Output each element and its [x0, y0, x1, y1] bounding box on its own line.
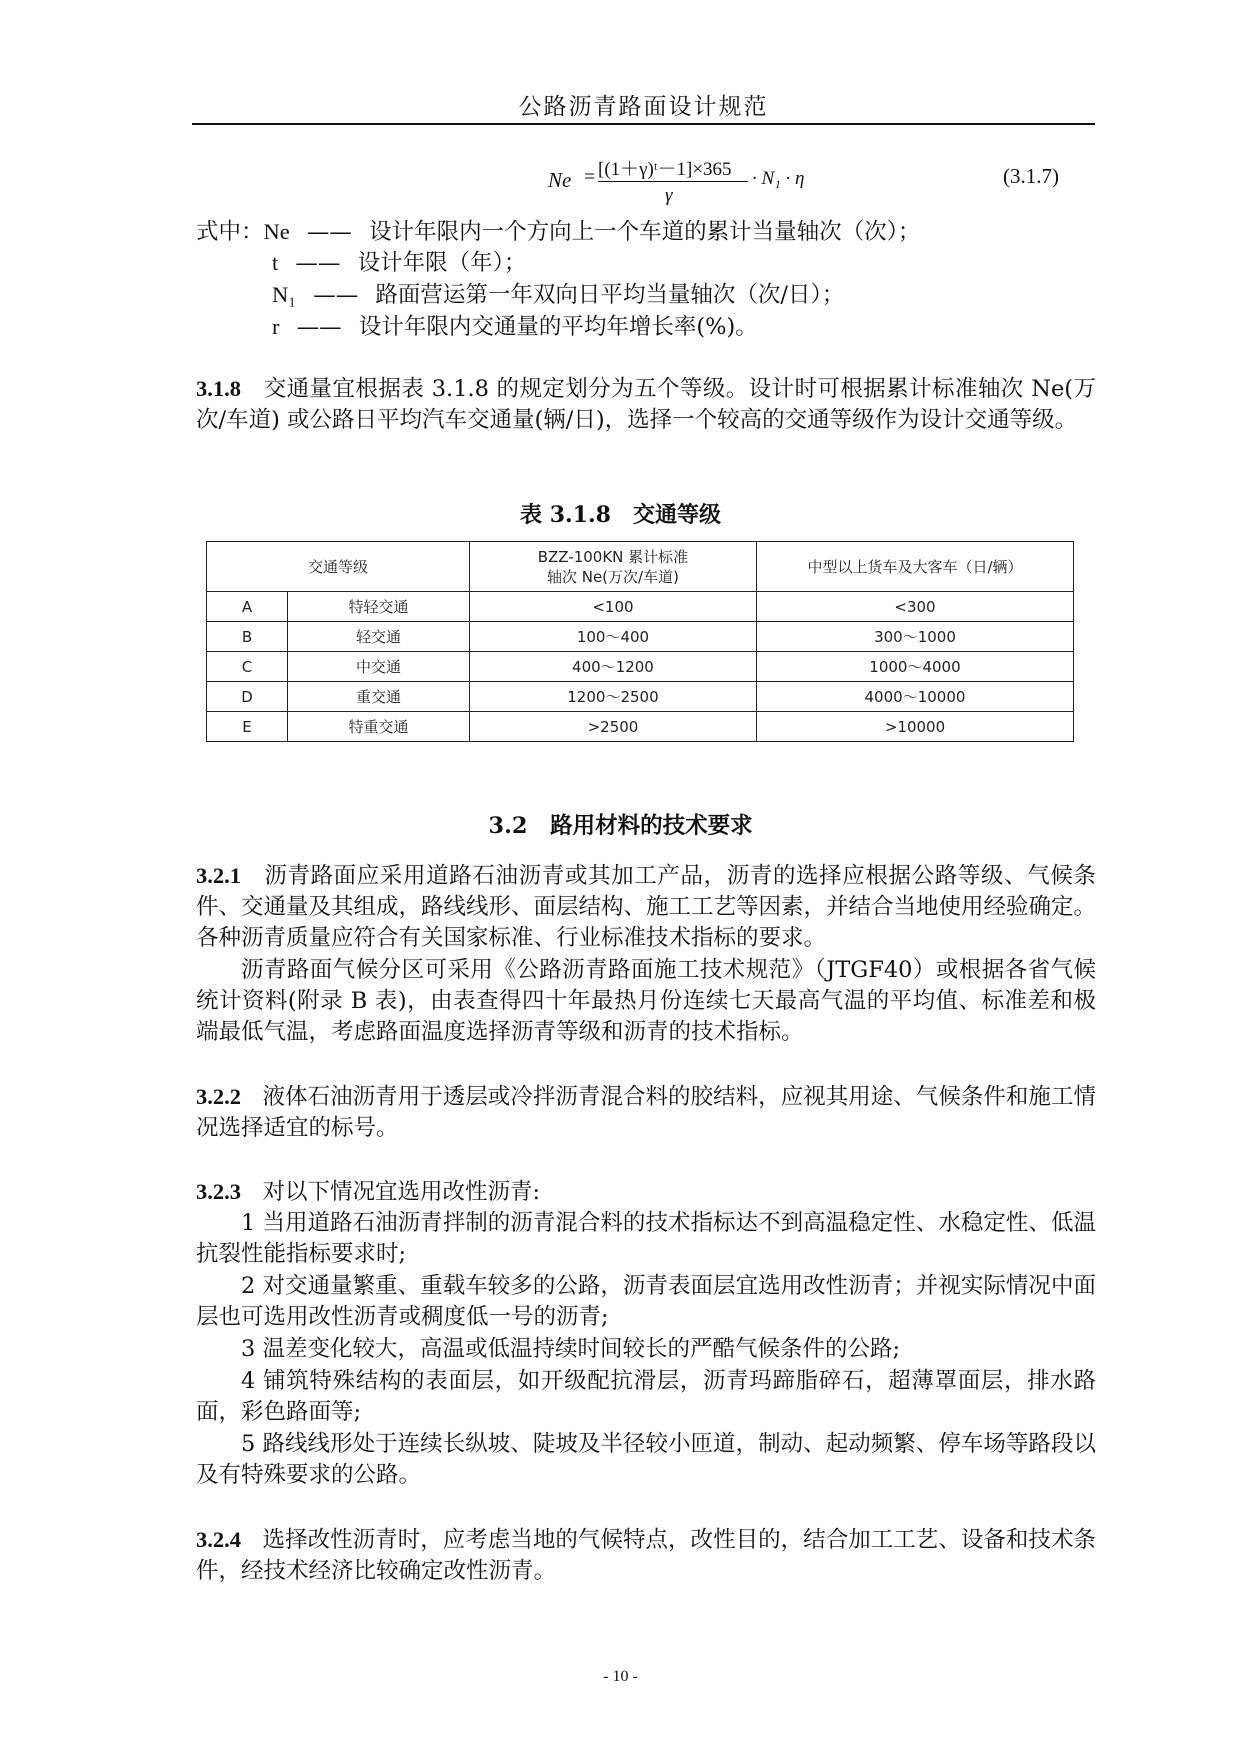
definition-text: 路面营运第一年双向日平均当量轴次（次/日）； [375, 282, 845, 308]
cell-ne: 400～1200 [469, 652, 756, 682]
cell-name: 重交通 [288, 682, 470, 712]
cell-name: 特轻交通 [288, 592, 470, 622]
cell-name: 特重交通 [288, 712, 470, 742]
clause-text: 选择改性沥青时，应考虑当地的气候特点，改性目的，结合加工工艺、设备和技术条件，经技术经济比较确定改性沥青。 [196, 1527, 1096, 1584]
clause-3-2-1 [196, 860, 1096, 954]
cell-code: E [207, 712, 288, 742]
clause-text: 液体石油沥青用于透层或冷拌沥青混合料的胶结料，应视其用途、气候条件和施工情况选择适宜的标号。 [196, 1084, 1096, 1141]
table-row [207, 712, 1074, 742]
definition-symbol: t [272, 250, 279, 275]
cell-trucks: 1000～4000 [756, 652, 1073, 682]
clause-number: 3.1.8 [196, 376, 241, 401]
cell-code: C [207, 652, 288, 682]
clause-number: 3.2.2 [196, 1084, 241, 1109]
cell-ne: <100 [469, 592, 756, 622]
formula-numerator: [(1＋γ)ᵗ－1]×365 [598, 159, 732, 180]
list-item: 2 对交通量繁重、重载车较多的公路，沥青表面层宜选用改性沥青；并视实际情况中面层也可选用改性沥青或稠度低一号的沥青; [196, 1273, 1096, 1330]
formula-equals: = [584, 166, 596, 188]
cell-trucks: 4000～10000 [756, 682, 1073, 712]
clause-3-2-1-paragraph-2 [196, 955, 1096, 1048]
clause-number: 3.2.1 [196, 863, 241, 888]
cell-ne: 1200～2500 [469, 682, 756, 712]
clause-text: 交通量宜根据表 3.1.8 的规定划分为五个等级。设计时可根据累计标准轴次 Ne(万次/车道) 或公路日平均汽车交通量(辆/日)，选择一个较高的交通等级作为设计交通等级。 [196, 376, 1096, 433]
formula-denominator: γ [665, 185, 673, 206]
header-ne [469, 542, 756, 592]
cell-trucks: >10000 [756, 712, 1073, 742]
list-item: 4 铺筑特殊结构的表面层，如开级配抗滑层，沥青玛蹄脂碎石，超薄罩面层，排水路面，彩色路面等; [196, 1368, 1096, 1425]
definition-dash: —— [295, 250, 341, 276]
cell-code: A [207, 592, 288, 622]
clause-number: 3.2.3 [196, 1179, 241, 1204]
list-item: 5 路线线形处于连续长纵坡、陡坡及半径较小匝道，制动、起动频繁、停车场等路段以及有特殊要求的公路。 [196, 1431, 1096, 1488]
clause-text: 沥青路面气候分区可采用《公路沥青路面施工技术规范》（JTGF40）或根据各省气候统计资料(附录 B 表)，由表查得四十年最热月份连续七天最高气温的平均值、标准差和极端最低气温，考虑路面温度选择沥青等级和沥青的技术指标。 [196, 957, 1096, 1045]
definition-dash: —— [313, 282, 359, 308]
clause-3-2-4 [196, 1524, 1096, 1587]
formula-3-1-7 [540, 150, 870, 210]
clause-3-1-8 [196, 373, 1096, 436]
table-row [207, 652, 1074, 682]
header-rule [192, 123, 1095, 125]
definition-row [272, 311, 758, 343]
list-item: 3 温差变化较大，高温或低温持续时间较长的严酷气候条件的公路; [241, 1336, 901, 1362]
formula-lhs: Ne [548, 168, 572, 192]
header-ne-line2: 轴次 Ne(万次/车道) [546, 567, 679, 586]
definition-row [196, 216, 920, 248]
clause-3-2-3 [196, 1176, 1096, 1208]
definition-text: 设计年限（年）； [357, 250, 527, 276]
definition-symbol: N₁ [272, 282, 297, 307]
definition-text: 设计年限内交通量的平均年增长率(%)。 [358, 314, 758, 340]
cell-ne: 100～400 [469, 622, 756, 652]
header-trucks: 中型以上货车及大客车（日/辆） [756, 542, 1073, 592]
header-ne-line1: BZZ-100KN 累计标准 [537, 547, 689, 566]
definition-symbol: r [272, 314, 280, 339]
definition-symbol: Ne [263, 219, 290, 244]
header-grade: 交通等级 [207, 542, 470, 592]
clause-number: 3.2.4 [196, 1527, 241, 1552]
section-title: 3.2 路用材料的技术要求 [488, 813, 753, 839]
definition-prefix: 式中： [196, 219, 264, 245]
formula-rhs: · N₁ · η [752, 168, 805, 189]
definition-row [272, 279, 844, 311]
page-header-title: 公路沥青路面设计规范 [518, 94, 769, 120]
page-number: - 10 - [603, 1668, 638, 1685]
table-title: 表 3.1.8 交通等级 [520, 502, 721, 528]
table-row [207, 592, 1074, 622]
formula-number: (3.1.7) [1003, 164, 1059, 188]
definition-dash: —— [306, 219, 352, 245]
definition-row [272, 247, 526, 279]
cell-ne: >2500 [469, 712, 756, 742]
definition-text: 设计年限内一个方向上一个车道的累计当量轴次（次）； [369, 219, 921, 245]
cell-trucks: 300～1000 [756, 622, 1073, 652]
table-row [207, 682, 1074, 712]
cell-code: D [207, 682, 288, 712]
clause-3-2-2 [196, 1081, 1096, 1144]
cell-code: B [207, 622, 288, 652]
table-row [207, 622, 1074, 652]
traffic-grade-table [206, 541, 1074, 742]
clause-text: 对以下情况宜选用改性沥青: [262, 1179, 541, 1205]
fraction-bar [598, 181, 748, 182]
cell-trucks: <300 [756, 592, 1073, 622]
clause-text: 沥青路面应采用道路石油沥青或其加工产品，沥青的选择应根据公路等级、气候条件、交通量及其组成，路线线形、面层结构、施工工艺等因素，并结合当地使用经验确定。各种沥青质量应符合有关国家标准、行业标准技术指标的要求。 [196, 863, 1097, 951]
cell-name: 轻交通 [288, 622, 470, 652]
cell-name: 中交通 [288, 652, 470, 682]
table-header-row [207, 542, 1074, 592]
list-item: 1 当用道路石油沥青拌制的沥青混合料的技术指标达不到高温稳定性、水稳定性、低温抗裂性能指标要求时; [196, 1210, 1096, 1267]
definition-dash: —— [296, 314, 342, 340]
